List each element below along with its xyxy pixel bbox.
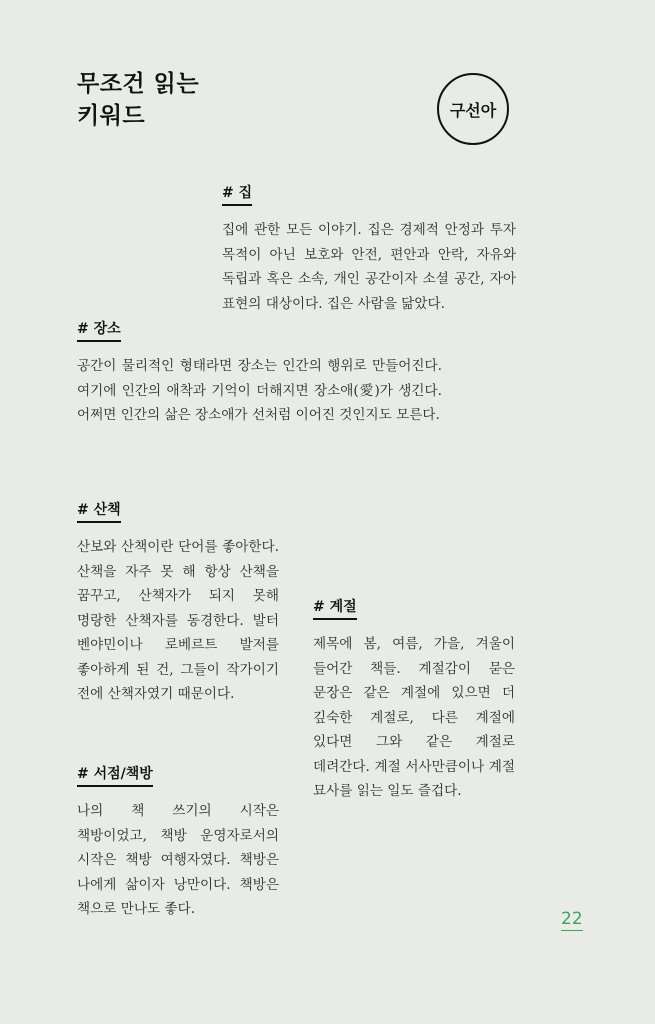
keyword-body: 공간이 물리적인 형태라면 장소는 인간의 행위로 만들어진다. 여기에 인간의 애착과 기억이 더해지면 장소애(愛)가 생긴다. 어쩌면 인간의 삶은 장소애가 선처럼 이어진 것인지도 모른다.	[77, 358, 442, 423]
keyword-place	[77, 318, 442, 428]
page-number: 22	[561, 909, 583, 929]
keyword-heading: # 계절	[313, 598, 357, 620]
page-title	[77, 68, 199, 132]
author-badge: 구선아	[437, 73, 509, 145]
keyword-heading: # 서점/책방	[77, 765, 153, 787]
keyword-season	[313, 596, 515, 804]
keyword-body: 집에 관한 모든 이야기. 집은 경제적 안정과 투자 목적이 아닌 보호와 안전, 편안과 안락, 자유와 독립과 혹은 소속, 개인 공간이자 소셜 공간, 자아 표현의 대상이다. 집은 사람을 닮았다.	[222, 222, 516, 312]
keyword-heading: # 장소	[77, 320, 121, 342]
title-line-1: 무조건 읽는	[77, 71, 200, 97]
keyword-walk	[77, 499, 279, 707]
keyword-body: 산보와 산책이란 단어를 좋아한다. 산책을 자주 못 해 항상 산책을 꿈꾸고, 산책자가 되지 못해 명랑한 산책자를 동경한다. 발터 벤야민이나 로베르트 발저를 좋아하게 된 건, 그들이 작가이기 전에 산책자였기 때문이다.	[77, 539, 279, 702]
title-line-2: 키워드	[77, 103, 146, 129]
keyword-body: 나의 책 쓰기의 시작은 책방이었고, 책방 운영자로서의 시작은 책방 여행자였다. 책방은 나에게 삶이자 낭만이다. 책방은 책으로 만나도 좋다.	[77, 803, 279, 917]
keyword-heading: # 집	[222, 184, 252, 206]
keyword-heading: # 산책	[77, 501, 121, 523]
keyword-bookstore	[77, 763, 279, 922]
keyword-house	[222, 182, 516, 316]
keyword-body: 제목에 봄, 여름, 가을, 겨울이 들어간 책들. 계절감이 묻은 문장은 같은 계절에 있으면 더 깊숙한 계절로, 다른 계절에 있다면 그와 같은 계절로 데려간다. 계절 서사만큼이나 계절 묘사를 읽는 일도 즐겁다.	[313, 636, 515, 799]
